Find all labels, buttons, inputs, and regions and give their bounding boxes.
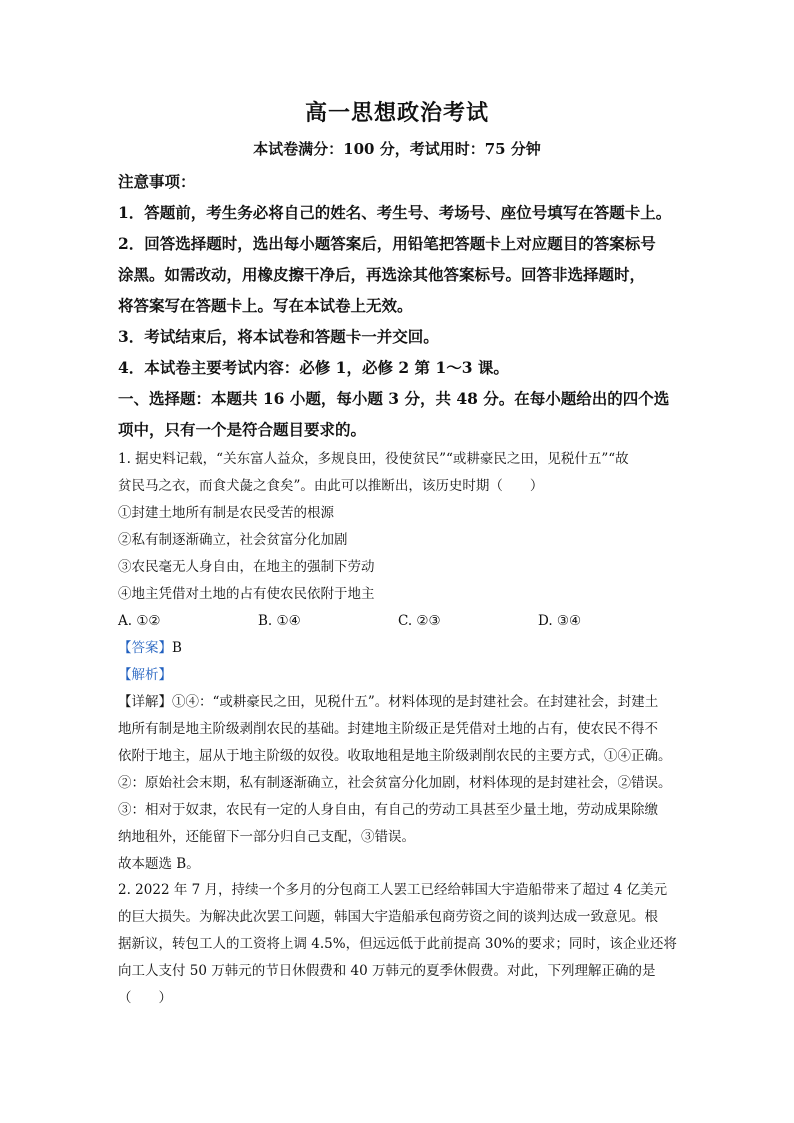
- question-stem-line: （ ）: [118, 990, 172, 1006]
- conclusion-line: 故本题选 B。: [118, 856, 200, 872]
- statement-item: ④地主凭借对土地的占有使农民依附于地主: [118, 586, 375, 602]
- note-line: 3．考试结束后，将本试卷和答题卡一并交回。: [118, 327, 439, 346]
- statement-item: ②私有制逐渐确立，社会贫富分化加剧: [118, 532, 348, 548]
- statement-item: ①封建土地所有制是农民受苦的根源: [118, 505, 334, 521]
- detail-text: ①④：“或耕豪民之田，见税什五”。材料体现的是封建社会。在封建社会，封建土: [172, 694, 659, 710]
- detail-line: 依附于地主，屈从于地主阶级的奴役。收取地租是地主阶级剥削农民的主要方式，①④正确。: [118, 748, 672, 764]
- page-subtitle: 本试卷满分：100 分，考试用时：75 分钟: [253, 140, 541, 158]
- question-stem-line: 向工人支付 50 万韩元的节日休假费和 40 万韩元的夏季休假费。对此，下列理解正确的是: [118, 963, 656, 979]
- note-line: 1．答题前，考生务必将自己的姓名、考生号、考场号、座位号填写在答题卡上。: [118, 203, 672, 222]
- answer-line: [118, 635, 678, 662]
- detail-line: ③：相对于奴隶，农民有一定的人身自由，有自己的劳动工具甚至少量土地，劳动成果除缴: [118, 802, 658, 818]
- option-c: C. ②③: [398, 613, 441, 629]
- detail-line: ②：原始社会末期，私有制逐渐确立，社会贫富分化加剧，材料体现的是封建社会，②错误。: [118, 775, 672, 791]
- note-line: 2．回答选择题时，选出每小题答案后，用铅笔把答题卡上对应题目的答案标号: [118, 234, 656, 253]
- question-1: [118, 446, 678, 878]
- section-heading-line: 项中，只有一个是符合题目要求的。: [118, 420, 367, 439]
- page-title: 高一思想政治考试: [304, 100, 489, 126]
- detail-tag: 【详解】: [118, 694, 172, 710]
- question-stem-line: 贫民马之衣，而食犬彘之食矣”。由此可以推断出，该历史时期（ ）: [118, 478, 544, 494]
- option-b: B. ①④: [258, 613, 301, 629]
- notes-heading: 注意事项：: [118, 172, 196, 191]
- detail-line: [118, 689, 678, 716]
- detail-line: 地所有制是地主阶级剥削农民的基础。封建地主阶级正是凭借对土地的占有，使农民不得不: [118, 721, 658, 737]
- answer-tag: 【答案】: [118, 640, 172, 656]
- question-stem-line: 据新议，转包工人的工资将上调 4.5%，但远远低于此前提高 30%的要求；同时，该企业还将: [118, 936, 677, 952]
- question-stem-line: 的巨大损失。为解决此次罢工问题，韩国大宇造船承包商劳资之间的谈判达成一致意见。根: [118, 909, 658, 925]
- section-heading-line: 一、选择题：本题共 16 小题，每小题 3 分，共 48 分。在每小题给出的四个选: [118, 389, 670, 408]
- statement-item: ③农民毫无人身自由，在地主的强制下劳动: [118, 559, 375, 575]
- detail-line: 纳地租外，还能留下一部分归自己支配，③错误。: [118, 829, 415, 845]
- question-2: [118, 877, 678, 1012]
- notes-section: [118, 166, 678, 445]
- analysis-tag: 【解析】: [118, 667, 172, 683]
- note-line: 4．本试卷主要考试内容：必修 1，必修 2 第 1～3 课。: [118, 358, 509, 377]
- note-line: 涂黑。如需改动，用橡皮擦干净后，再选涂其他答案标号。回答非选择题时，: [118, 265, 646, 284]
- option-d: D. ③④: [538, 613, 582, 629]
- option-a: A. ①②: [118, 613, 161, 629]
- answer-options: [118, 608, 678, 635]
- note-line: 将答案写在答题卡上。写在本试卷上无效。: [118, 296, 413, 315]
- question-stem-line: 1. 据史料记载，“关东富人益众，多规良田，役使贫民”“或耕豪民之田，见税什五”“故: [118, 451, 629, 467]
- answer-value: B: [172, 640, 182, 656]
- question-stem-line: 2. 2022 年 7 月，持续一个多月的分包商工人罢工已经给韩国大宇造船带来了超过 4 亿美元: [118, 882, 668, 898]
